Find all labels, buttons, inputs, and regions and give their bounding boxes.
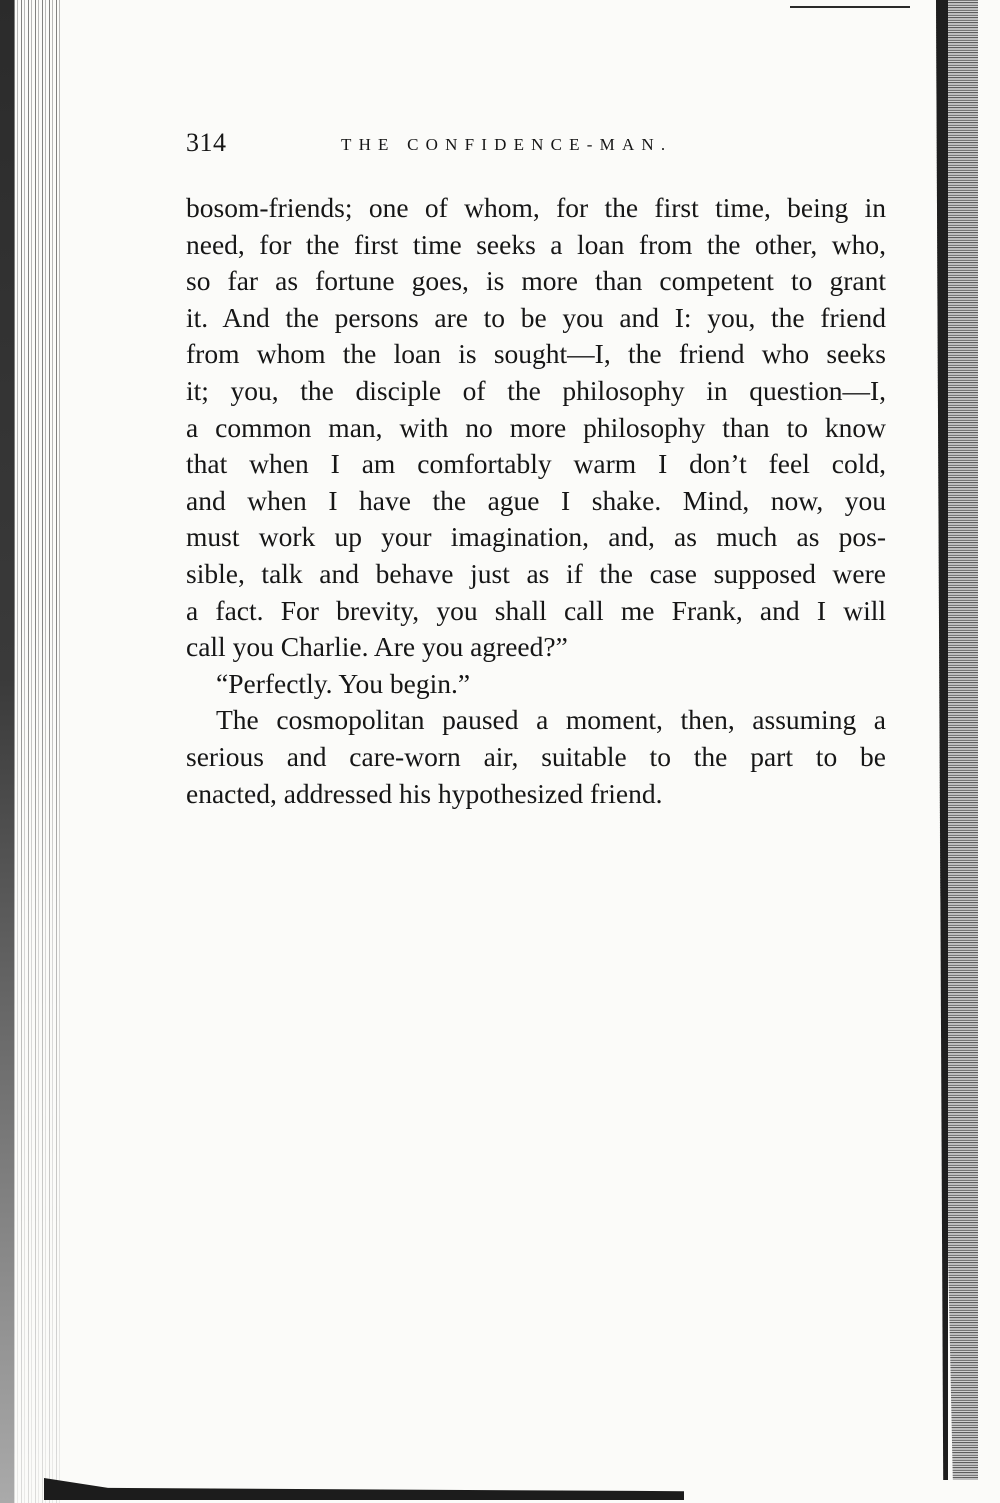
text-line: bosom-friends; one of whom, for the first time, being in xyxy=(186,192,886,223)
text-line: it. And the persons are to be you and I: you, the friend xyxy=(186,301,886,333)
text-line: it; you, the disciple of the philosophy in question—I, xyxy=(186,374,886,406)
text-line: from whom the loan is sought—I, the friend who seeks xyxy=(186,338,886,370)
text-line: call you Charlie. Are you agreed?” xyxy=(186,631,568,663)
text-line: so far as fortune goes, is more than competent to grant xyxy=(186,265,886,297)
text-line: that when I am comfortably warm I don’t feel cold, xyxy=(186,448,886,480)
bottom-edge-shadow xyxy=(44,1478,684,1500)
dialogue-line: “Perfectly. You begin.” xyxy=(216,667,471,699)
text-line: a common man, with no more philosophy than to know xyxy=(186,411,886,443)
text-line: serious and care-worn air, suitable to the part to be xyxy=(186,740,886,772)
text-line: sible, talk and behave just as if the case supposed were xyxy=(186,557,886,589)
page-header xyxy=(186,128,826,164)
page-edge-shadow xyxy=(936,0,948,1480)
text-line: and when I have the ague I shake. Mind, now, you xyxy=(186,484,886,516)
text-line: enacted, addressed his hypothesized friend. xyxy=(186,777,663,809)
text-line: need, for the first time seeks a loan from the other, who, xyxy=(186,228,886,260)
page-number: 314 xyxy=(186,128,227,157)
text-line: a fact. For brevity, you shall call me Frank, and I will xyxy=(186,594,886,626)
binding-shadow xyxy=(0,0,14,1503)
running-head: THE CONFIDENCE-MAN. xyxy=(341,135,673,154)
paragraph-start: The cosmopolitan paused a moment, then, assuming a xyxy=(216,704,886,736)
text-line: must work up your imagination, and, as much as pos- xyxy=(186,521,886,553)
body-text xyxy=(186,190,886,812)
top-edge-mark xyxy=(790,6,910,8)
